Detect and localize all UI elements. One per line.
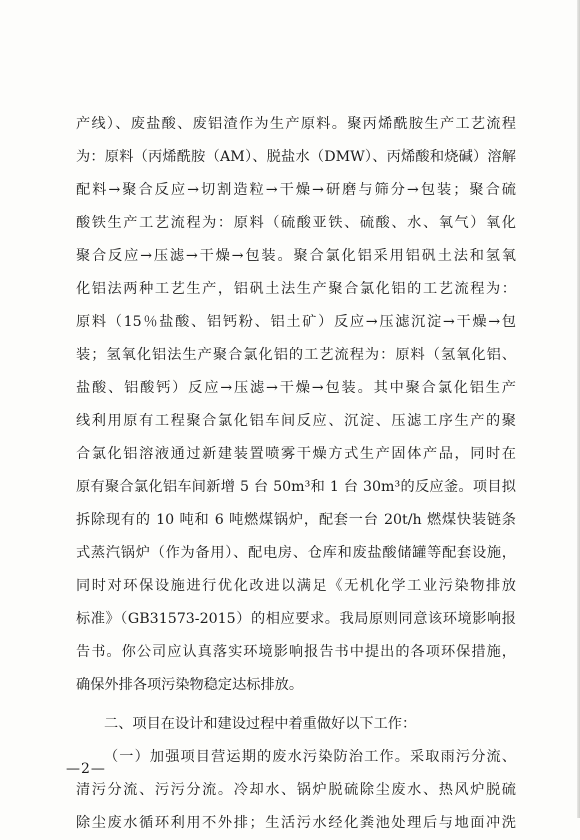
body-line: 为：原料（丙烯酰胺（AM）、脱盐水（DMW）、丙烯酸和烧碱）溶解 (76, 149, 516, 165)
page-number: —2— (66, 761, 106, 777)
body-line: 式蒸汽锅炉（作为备用）、配电房、仓库和废盐酸储罐等配套设施， (76, 545, 516, 561)
body-line: 同时对环保设施进行优化改进以满足《无机化学工业污染物排放 (76, 578, 516, 594)
body-line: 告书。你公司应认真落实环境影响报告书中提出的各项环保措施， (76, 644, 516, 660)
body-line: 合氯化铝溶液通过新建装置喷雾干燥方式生产固体产品，同时在 (76, 446, 516, 462)
body-line: 盐酸、铝酸钙）反应→压滤→干燥→包装。其中聚合氯化铝生产 (76, 380, 516, 396)
body-line: 原有聚合氯化铝车间新增 5 台 50m³和 1 台 30m³的反应釜。项目拟 (76, 479, 516, 495)
body-line: 配料→聚合反应→切割造粒→干燥→研磨与筛分→包装；聚合硫 (76, 182, 516, 198)
section-line: 清污分流、污污分流。冷却水、锅炉脱硫除尘废水、热风炉脱硫 (76, 782, 516, 798)
body-line: 聚合反应→压滤→干燥→包装。聚合氯化铝采用铝矾土法和氢氧 (76, 248, 516, 264)
body-line: 原料（15％盐酸、铝钙粉、铝土矿）反应→压滤沉淀→干燥→包 (76, 314, 516, 330)
body-line: 线利用原有工程聚合氯化铝车间反应、沉淀、压滤工序生产的聚 (76, 413, 516, 429)
body-line: 确保外排各项污染物稳定达标排放。 (76, 677, 304, 693)
section-heading: 二、项目在设计和建设过程中着重做好以下工作： (104, 716, 417, 732)
body-line: 装；氢氧化铝法生产聚合氯化铝的工艺流程为：原料（氢氧化铝、 (76, 347, 516, 363)
body-line: 化铝法两种工艺生产，铝矾土法生产聚合氯化铝的工艺流程为： (76, 281, 516, 297)
body-line: 拆除现有的 10 吨和 6 吨燃煤锅炉，配套一台 20t/h 燃煤快装链条 (76, 512, 516, 528)
document-body (76, 108, 516, 840)
section-line: （一）加强项目营运期的废水污染防治工作。采取雨污分流、 (104, 749, 516, 765)
section-line: 除尘废水循环利用不外排；生活污水经化粪池处理后与地面冲洗 (76, 815, 516, 831)
body-line: 酸铁生产工艺流程为：原料（硫酸亚铁、硫酸、水、氧气）氧化 (76, 215, 516, 231)
body-line: 产线）、废盐酸、废铝渣作为生产原料。聚丙烯酰胺生产工艺流程 (76, 116, 516, 132)
body-line: 标准》（GB31573-2015）的相应要求。我局原则同意该环境影响报 (76, 611, 516, 627)
